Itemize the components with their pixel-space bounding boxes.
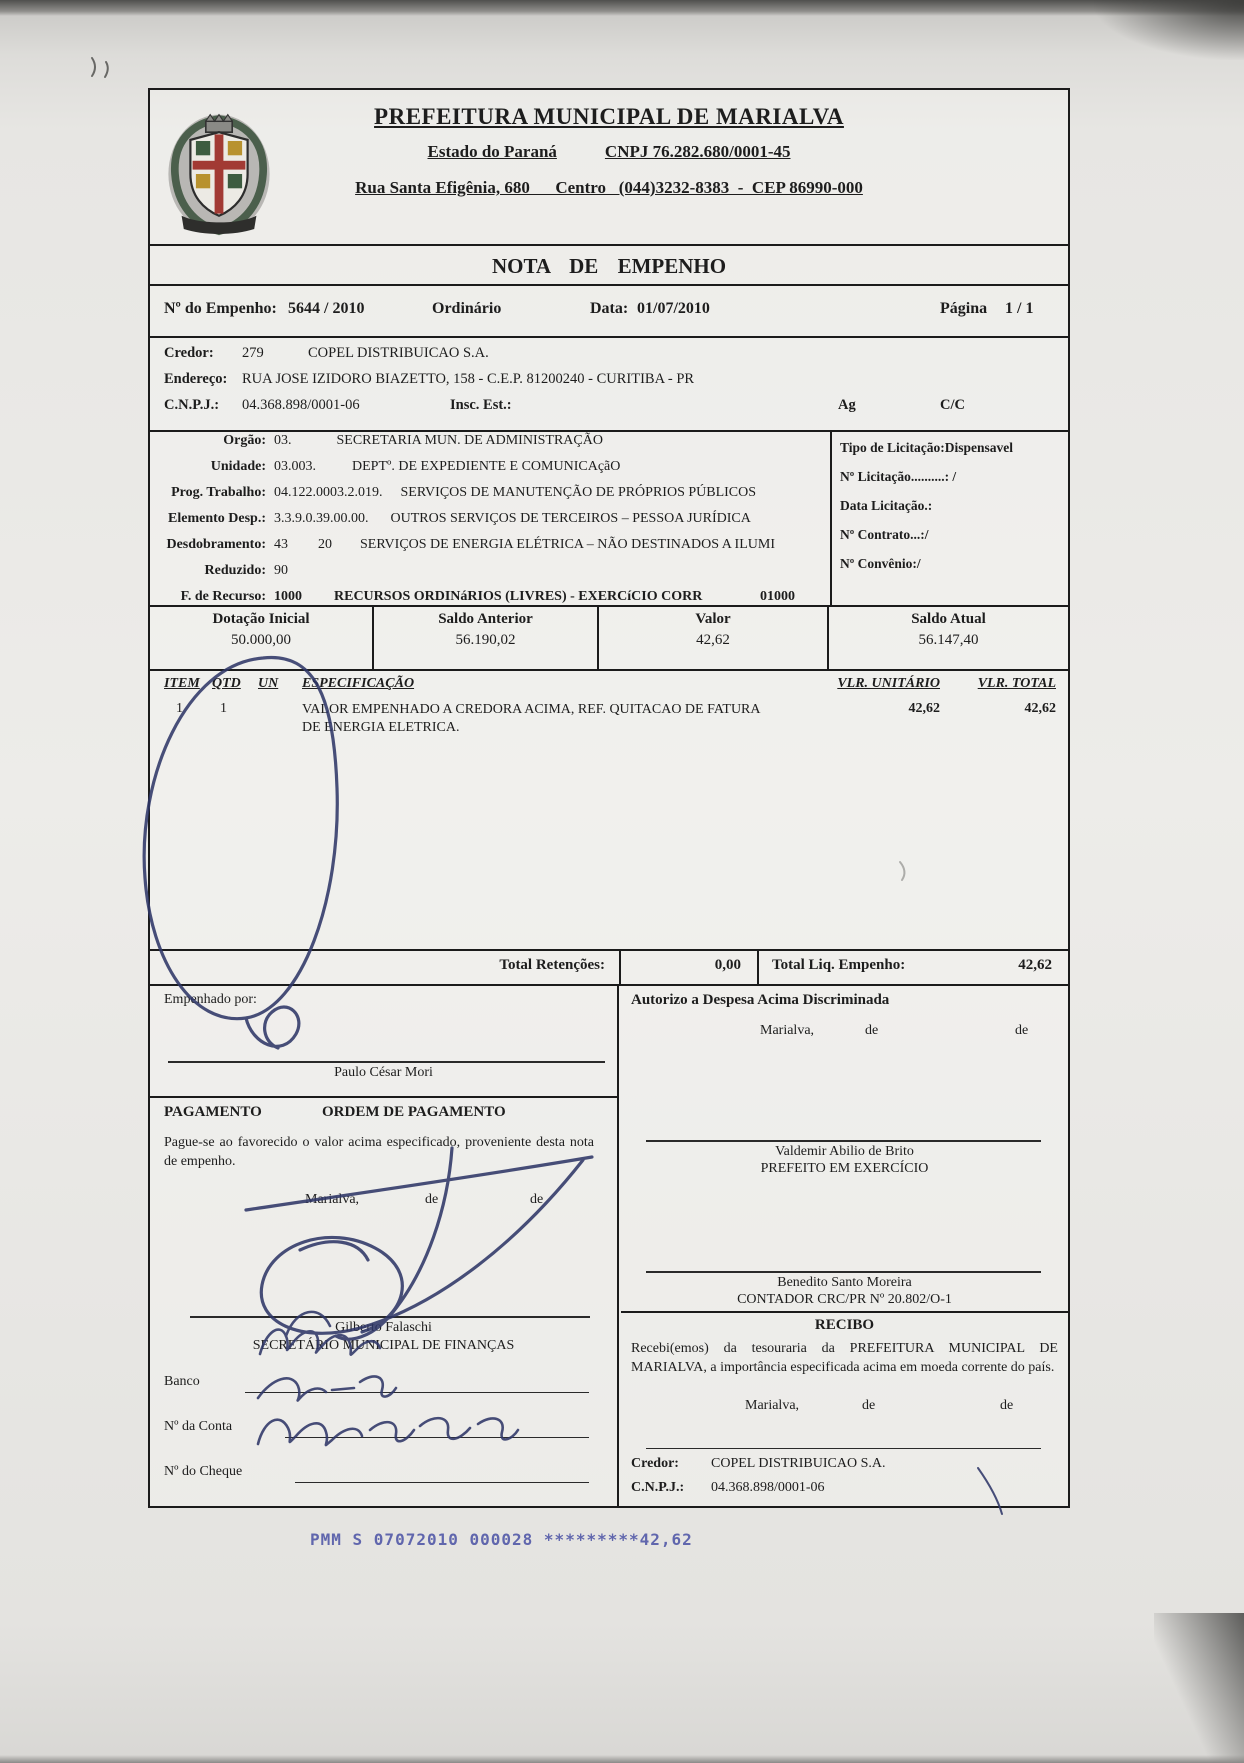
coat-of-arms-logo [164, 110, 274, 238]
empenhado-nome: Paulo César Mori [334, 1065, 433, 1080]
dotacao-inicial-value: 50.000,00 [231, 632, 291, 648]
item-number: 1 [176, 701, 183, 716]
total-retencoes-value: 0,00 [714, 957, 741, 973]
recibo-de-1: de [862, 1398, 876, 1413]
ordem-pagamento-title: ORDEM DE PAGAMENTO [322, 1104, 506, 1120]
especificacao-header: ESPECIFICAÇÃO [302, 676, 415, 691]
desdobramento-code: 43 [274, 537, 288, 552]
recurso-label: F. de Recurso: [180, 589, 266, 604]
licitacao-contrato: Nº Contrato...:/ [840, 527, 929, 542]
unidade-code: 03.003. [274, 459, 316, 474]
prog-trabalho-desc: SERVIÇOS DE MANUTENÇÃO DE PRÓPRIOS PÚBLICOS [400, 485, 757, 500]
recibo-cnpj-value: 04.368.898/0001-06 [711, 1480, 825, 1495]
item-especificacao: VALOR EMPENHADO A CREDORA ACIMA, REF. QUITACAO DE FATURA DE ENERGIA ELETRICA. [302, 702, 760, 736]
cheque-label: Nº do Cheque [164, 1464, 243, 1479]
scan-pen-mark-2 [105, 62, 108, 77]
nota-de-empenho-form [148, 88, 1070, 1508]
prog-trabalho-code: 04.122.0003.2.019. [274, 485, 383, 500]
endereco-label: Endereço: [164, 371, 228, 387]
municipality-title: PREFEITURA MUNICIPAL DE MARIALVA [374, 104, 844, 129]
qtd-header: QTD [212, 676, 241, 691]
page-label: Página [940, 300, 988, 317]
licitacao-tipo-value: Dispensavel [944, 440, 1014, 455]
desdobramento-code2: 20 [318, 537, 332, 552]
total-liq-label: Total Liq. Empenho: [772, 957, 906, 973]
credor-name: COPEL DISTRIBUICAO S.A. [308, 345, 489, 361]
address-line: Rua Santa Efigênia, 680 Centro (044)3232-8383 - CEP 86990-000 [355, 178, 863, 197]
valor-header: Valor [695, 611, 731, 627]
header-line-state-cnpj [150, 142, 1068, 162]
dotacao-inicial-header: Dotação Inicial [212, 611, 310, 627]
empenhado-signature-line [168, 1061, 605, 1063]
un-header: UN [258, 676, 279, 691]
prog-trabalho-label: Prog. Trabalho: [171, 485, 266, 500]
saldo-anterior-header: Saldo Anterior [438, 611, 533, 627]
banco-label: Banco [164, 1374, 200, 1389]
cnpj-label: CNPJ 76.282.680/0001-45 [604, 142, 791, 161]
signatures-section [150, 986, 1068, 1506]
desdobramento-label: Desdobramento: [166, 537, 266, 552]
items-table [150, 669, 1068, 949]
recibo-signature-line [646, 1448, 1041, 1449]
orgao-desc: SECRETARIA MUN. DE ADMINISTRAÇÃO [336, 433, 603, 448]
cc-label: C/C [940, 397, 965, 413]
prefeito-cargo: PREFEITO EM EXERCÍCIO [760, 1161, 929, 1176]
totals-divider-2 [757, 951, 759, 984]
dot-matrix-validation-line: PMM S 07072010 000028 *********42,62 [310, 1530, 693, 1549]
document-header [150, 104, 1068, 244]
recurso-extra-code: 01000 [760, 589, 795, 604]
item-vlr-unitario: 42,62 [908, 701, 940, 716]
state-label: Estado do Paraná [427, 142, 557, 161]
saldo-atual-cell [827, 607, 1068, 669]
scan-artifact-bottom [0, 1755, 1244, 1763]
empenho-number-label: Nº do Empenho: [164, 300, 277, 317]
cheque-fill-line [295, 1482, 589, 1483]
licitacao-data: Data Licitação.: [840, 498, 933, 513]
endereco-value: RUA JOSE IZIDORO BIAZETTO, 158 - C.E.P. 81200240 - CURITIBA - PR [242, 371, 695, 387]
conta-label: Nº da Conta [164, 1419, 233, 1434]
scan-artifact-top [0, 0, 1244, 16]
licitacao-box [830, 432, 1068, 605]
document-title-bar: NOTA DE EMPENHO [150, 244, 1068, 284]
recurso-code: 1000 [274, 589, 302, 604]
orgao-code: 03. [274, 433, 292, 448]
credor-code: 279 [242, 345, 264, 361]
recurso-desc: RECURSOS ORDINáRIOS (LIVRES) - EXERCíCIO CORR [334, 589, 703, 604]
licitacao-tipo [840, 440, 1068, 456]
autorizo-label: Autorizo a Despesa Acima Discriminada [631, 992, 890, 1008]
pagamento-city: Marialva, [305, 1192, 360, 1207]
secretario-nome: Gilberto Falaschi [335, 1320, 432, 1335]
elemento-label: Elemento Desp.: [168, 511, 266, 526]
orgao-label: Orgão: [223, 433, 266, 448]
reduzido-code: 90 [274, 563, 288, 578]
insc-est-label: Insc. Est.: [450, 397, 512, 413]
cnpj-label: C.N.P.J.: [164, 397, 220, 413]
recibo-credor-nome: COPEL DISTRIBUICAO S.A. [711, 1456, 886, 1471]
saldo-atual-header: Saldo Atual [911, 611, 986, 627]
pagamento-texto: Pague-se ao favorecido o valor acima especificado, proveniente desta nota de empenho. [164, 1135, 594, 1169]
vlr-total-header: VLR. TOTAL [977, 676, 1056, 691]
empenho-date-value: 01/07/2010 [637, 300, 710, 317]
pagamento-de-1: de [425, 1192, 439, 1207]
left-signature-column [150, 986, 619, 1506]
page-value: 1 / 1 [1005, 300, 1034, 317]
prefeito-nome: Valdemir Abilio de Brito [775, 1144, 914, 1159]
valor-value: 42,62 [696, 632, 730, 648]
scan-artifact-bottom-right [1154, 1613, 1244, 1763]
pagamento-de-2: de [530, 1192, 544, 1207]
cnpj-value: 04.368.898/0001-06 [242, 397, 360, 413]
valor-cell [597, 607, 827, 669]
contador-nome: Benedito Santo Moreira [777, 1275, 912, 1290]
item-qtd: 1 [220, 701, 227, 716]
autorizo-de-1: de [865, 1023, 879, 1038]
secretario-cargo: SECRETÁRIO MUNICIPAL DE FINANÇAS [252, 1338, 515, 1353]
saldo-anterior-value: 56.190,02 [455, 632, 516, 648]
recibo-de-2: de [1000, 1398, 1014, 1413]
contador-cargo: CONTADOR CRC/PR Nº 20.802/O-1 [737, 1292, 952, 1307]
elemento-code: 3.3.9.0.39.00.00. [274, 511, 369, 526]
empenho-number-value: 5644 / 2010 [288, 300, 365, 317]
total-liq-value: 42,62 [1018, 957, 1052, 973]
recibo-cnpj-label: C.N.P.J.: [631, 1480, 685, 1495]
item-header: ITEM [164, 676, 200, 691]
desdobramento-desc: SERVIÇOS DE ENERGIA ELÉTRICA – NÃO DESTINADOS A ILUMI [360, 537, 775, 552]
dotacao-table [150, 605, 1068, 669]
empenhado-por-label: Empenhado por: [164, 992, 257, 1007]
empenho-info-row [150, 284, 1068, 336]
licitacao-convenio: Nº Convênio:/ [840, 556, 921, 571]
recibo-city: Marialva, [745, 1398, 800, 1413]
banco-fill-line [245, 1392, 589, 1393]
secretario-signature-line [190, 1316, 590, 1318]
saldo-anterior-cell [372, 607, 597, 669]
recibo-texto: Recebi(emos) da tesouraria da PREFEITURA MUNICIPAL DE MARIALVA, a importância especificada acima em moeda corrente do país. [631, 1341, 1058, 1375]
pagamento-title: PAGAMENTO [164, 1104, 262, 1120]
autorizo-de-2: de [1015, 1023, 1029, 1038]
reduzido-label: Reduzido: [204, 563, 266, 578]
credor-label: Credor: [164, 345, 214, 361]
totals-row [150, 949, 1068, 986]
ag-label: Ag [838, 397, 856, 413]
pagamento-divider [150, 1096, 617, 1098]
scan-pen-mark-1 [92, 58, 95, 76]
total-retencoes-label: Total Retenções: [499, 957, 605, 973]
conta-fill-line [285, 1437, 589, 1438]
unidade-label: Unidade: [210, 459, 266, 474]
autorizo-city: Marialva, [760, 1023, 815, 1038]
saldo-atual-value: 56.147,40 [918, 632, 979, 648]
empenho-date-label: Data: [590, 300, 629, 317]
contador-signature-line [646, 1271, 1041, 1273]
totals-divider-1 [619, 951, 621, 984]
recibo-credor-label: Credor: [631, 1456, 679, 1471]
item-vlr-total: 42,62 [1024, 701, 1056, 716]
dotacao-inicial-cell [150, 607, 372, 669]
vlr-unitario-header: VLR. UNITÁRIO [837, 676, 940, 691]
right-signature-column [621, 986, 1068, 1506]
elemento-desc: OUTROS SERVIÇOS DE TERCEIROS – PESSOA JURÍDICA [390, 511, 751, 526]
licitacao-tipo-label: Tipo de Licitação: [840, 440, 945, 455]
creditor-block [150, 336, 1068, 430]
licitacao-numero: Nº Licitação..........: / [840, 469, 957, 484]
unidade-desc: DEPTº. DE EXPEDIENTE E COMUNICAçãO [352, 459, 621, 474]
empenho-type: Ordinário [432, 300, 502, 317]
budget-classification-block [150, 430, 1068, 605]
recibo-title: RECIBO [621, 1311, 1068, 1334]
scan-artifact-top-right [1094, 0, 1244, 60]
prefeito-signature-line [646, 1140, 1041, 1142]
